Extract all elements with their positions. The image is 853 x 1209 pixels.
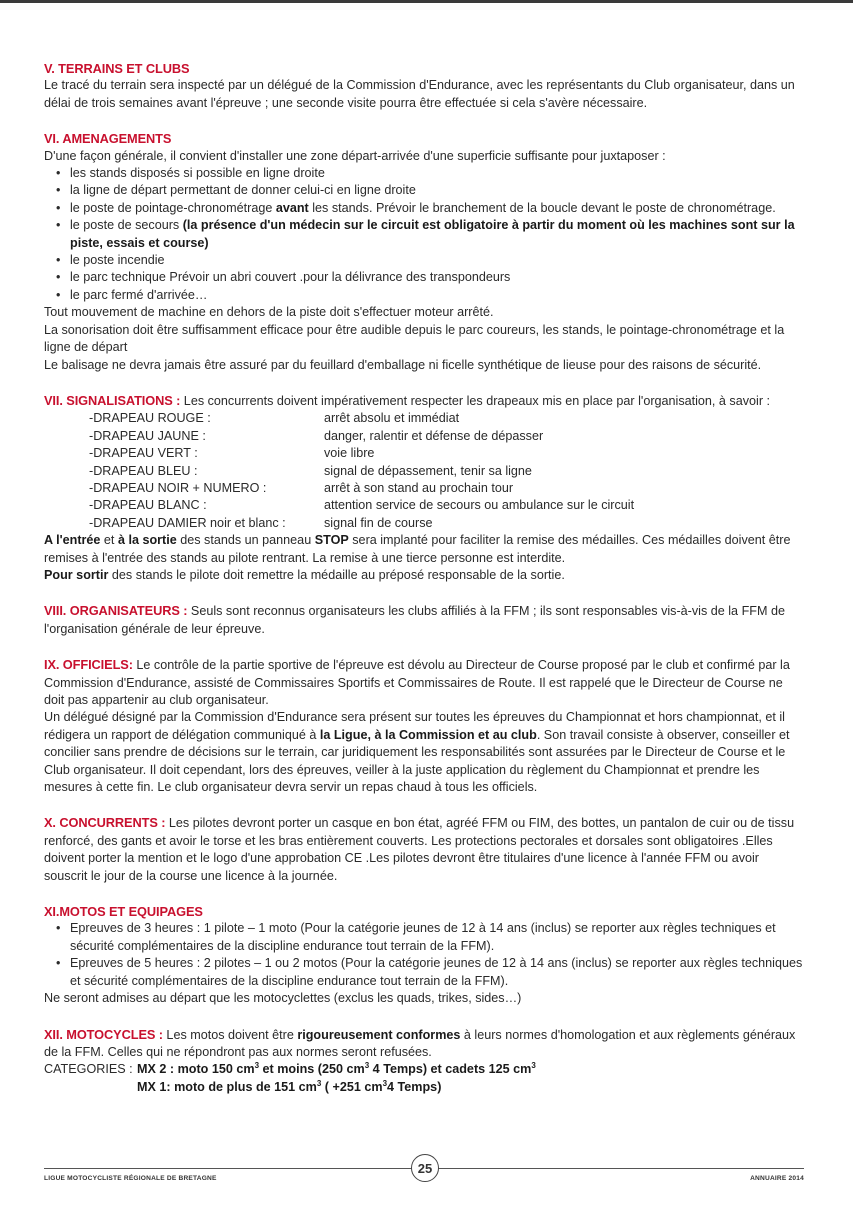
section-title: XI.MOTOS ET EQUIPAGES [44, 904, 203, 920]
flag-row [89, 410, 804, 427]
flag-name: -DRAPEAU VERT : [89, 446, 198, 461]
section-title: IX. OFFICIELS: [44, 657, 133, 673]
superscript: 3 [382, 1078, 388, 1088]
section-organisateurs [44, 602, 804, 638]
page-number: 25 [411, 1154, 439, 1182]
section-title: XII. MOTOCYCLES : [44, 1026, 163, 1042]
bold-text: A l'entrée [44, 533, 101, 548]
flag-meaning: signal de dépassement, tenir sa ligne [324, 463, 532, 478]
text: 4 Temps) [387, 1079, 442, 1094]
flag-meaning: voie libre [324, 446, 375, 461]
document-body [44, 60, 804, 1114]
text: Les motos doivent être [162, 1027, 298, 1042]
text: MX 2 : moto 150 cm [137, 1062, 255, 1077]
text: des stands le pilote doit remettre la médaille au préposé responsable de la sortie. [108, 567, 565, 582]
paragraph: Ne seront admises au départ que les motocyclettes (exclus les quads, trikes, sides…) [44, 991, 522, 1006]
flag-row [89, 445, 804, 462]
list-item: • la ligne de départ permettant de donner celui-ci en ligne droite [70, 182, 804, 199]
flags-table [44, 410, 804, 532]
bold-text: rigoureusement conformes [297, 1027, 461, 1042]
text: sera implanté pour faciliter la remise des médailles. Ces médailles doivent être remises à l'entrée des stands au pilote rentrant. La remise à une tierce personne est interdite. [44, 533, 791, 565]
section-amenagements [44, 130, 804, 374]
equipages-list [44, 920, 804, 990]
paragraph: Tout mouvement de machine en dehors de la piste doit s'effectuer moteur arrêté. [44, 305, 494, 320]
paragraph [44, 532, 804, 567]
flag-row [89, 463, 804, 480]
list-item: • Epreuves de 3 heures : 1 pilote – 1 moto (Pour la catégorie jeunes de 12 à 14 ans (inclus) se reporter aux règles techniques et sécurité complémentaires de la discipline endurance tout terrain de la FFM). [70, 920, 804, 955]
list-item-text: les stands. Prévoir le branchement de la boucle devant le poste de chronométrage. [308, 200, 776, 215]
section-motocycles [44, 1026, 804, 1097]
bold-text: à la sortie [117, 533, 177, 548]
section-text: Le contrôle de la partie sportive de l'épreuve est dévolu au Directeur de Course proposé par le club et confirmé par la Commission d'Endurance, assisté de Commissaires Sportifs et Commissaires de Route. Il est rappelé que le Directeur de Course ne doit pas appartenir au club organisateur. [44, 658, 790, 707]
section-title: VII. SIGNALISATIONS : [44, 392, 181, 408]
section-concurrents [44, 814, 804, 885]
section-title: X. CONCURRENTS : [44, 815, 166, 831]
bold-text: la Ligue, à la Commission et au club [319, 727, 537, 742]
list-item: • les stands disposés si possible en ligne droite [70, 165, 804, 182]
paragraph [44, 567, 804, 584]
section-title: VI. AMENAGEMENTS [44, 131, 172, 147]
list-item-text: le poste de secours [70, 218, 183, 233]
paragraph [44, 602, 804, 638]
section-intro: D'une façon générale, il convient d'installer une zone départ-arrivée d'une superficie suffisante pour juxtaposer : [44, 148, 666, 163]
flag-meaning: danger, ralentir et défense de dépasser [324, 428, 544, 443]
flag-name: -DRAPEAU NOIR + NUMERO : [89, 480, 267, 495]
section-title: V. TERRAINS ET CLUBS [44, 61, 190, 76]
flag-name: -DRAPEAU ROUGE : [89, 411, 211, 426]
section-text: Le tracé du terrain sera inspecté par un délégué de la Commission d'Endurance, avec les représentants du Club organisateur, dans un délai de trois semaines avant l'épreuve ; une seconde visite pourra être effectuée si cela s'avère nécessaire. [44, 78, 795, 110]
flag-meaning: signal fin de course [324, 515, 433, 530]
flag-name: -DRAPEAU DAMIER noir et blanc : [89, 515, 286, 530]
flag-meaning: attention service de secours ou ambulance sur le circuit [324, 498, 635, 513]
text: à leurs normes d'homologation et aux règlements généraux de la FFM. Celles qui ne répondront pas aux normes seront refusées. [44, 1027, 796, 1059]
paragraph [44, 656, 804, 709]
paragraph: Le balisage ne devra jamais être assuré par du feuillard d'emballage ni ficelle synthétique de lieuse pour des raisons de sécurité. [44, 357, 762, 372]
flag-meaning: arrêt absolu et immédiat [324, 411, 460, 426]
list-item: • le poste incendie [70, 252, 804, 269]
list-item [70, 200, 804, 217]
text: Un délégué désigné par la Commission d'Endurance sera présent sur toutes les épreuves du Championnat et hors championnat, et il rédigera un rapport de délégation communiqué à [44, 710, 785, 742]
section-terrains-clubs [44, 60, 804, 112]
superscript: 3 [364, 1061, 370, 1071]
superscript: 3 [316, 1078, 322, 1088]
top-edge-line [0, 0, 853, 3]
section-intro-line [44, 392, 804, 410]
bold-text: Pour sortir [44, 567, 109, 582]
section-motos-equipages [44, 903, 804, 1007]
flag-name: -DRAPEAU JAUNE : [89, 428, 206, 443]
section-officiels [44, 656, 804, 796]
bold-text: STOP [314, 533, 349, 548]
flag-row [89, 497, 804, 514]
flag-name: -DRAPEAU BLEU : [89, 463, 198, 478]
text: et moins (250 cm [259, 1062, 365, 1077]
text: 4 Temps) et cadets 125 cm [369, 1062, 532, 1077]
amenagements-list [44, 165, 804, 304]
footer-yearbook: ANNUAIRE 2014 [750, 1175, 804, 1182]
paragraph [44, 709, 804, 796]
text: et [100, 533, 118, 548]
text: MX 1: moto de plus de 151 cm [137, 1079, 317, 1094]
section-title: VIII. ORGANISATEURS : [44, 603, 188, 619]
flag-row [89, 428, 804, 445]
text: des stands un panneau [176, 533, 315, 548]
category-mx1 [44, 1079, 804, 1096]
list-item: • le parc technique Prévoir un abri couvert .pour la délivrance des transpondeurs [70, 269, 804, 286]
superscript: 3 [531, 1061, 536, 1071]
list-item: • Epreuves de 5 heures : 2 pilotes – 1 ou 2 motos (Pour la catégorie jeunes de 12 à 14 ans (inclus) se reporter aux règles techniques et sécurité complémentaires de la discipline endurance tout terrain de la FFM). [70, 955, 804, 990]
list-item-bold: avant [275, 200, 309, 215]
flag-row [89, 515, 804, 532]
superscript: 3 [254, 1061, 260, 1071]
section-intro: Les concurrents doivent impérativement respecter les drapeaux mis en place par l'organisation, à savoir : [180, 393, 771, 408]
section-signalisations [44, 392, 804, 584]
paragraph [44, 1026, 804, 1062]
section-text: Les pilotes devront porter un casque en bon état, agréé FFM ou FIM, des bottes, un pantalon de cuir ou de tissu renforcé, des gants et avoir le torse et les bras entièrement couverts. Les protections pectorales et dorsales sont obligatoires .Elles doivent porter la mention et le logo d'une approbation CE .Les pilotes devront être titulaires d'une licence à l'année FFM ou avoir souscrit le jour de la course une licence à la journée. [44, 816, 795, 883]
section-text: Seuls sont reconnus organisateurs les clubs affiliés à la FFM ; ils sont responsables vis-à-vis de la FFM de l'organisation générale de leur épreuve. [44, 604, 785, 636]
flag-name: -DRAPEAU BLANC : [89, 498, 207, 513]
paragraph: La sonorisation doit être suffisamment efficace pour être audible depuis le parc coureurs, les stands, le pointage-chronométrage et la ligne de départ [44, 322, 785, 355]
category-row-mx2 [44, 1061, 804, 1078]
text: ( +251 cm [321, 1079, 383, 1094]
paragraph [44, 814, 804, 885]
footer-organization: LIGUE MOTOCYCLISTE RÉGIONALE DE BRETAGNE [44, 1175, 217, 1182]
list-item-text: le poste de pointage-chronométrage [70, 200, 276, 215]
list-item [70, 217, 804, 252]
category-mx2 [137, 1061, 536, 1078]
flag-meaning: arrêt à son stand au prochain tour [324, 480, 514, 495]
categories-label: CATEGORIES : [44, 1062, 133, 1077]
list-item-bold: (la présence d'un médecin sur le circuit est obligatoire à partir du moment où les machines sont sur la piste, essais et course) [70, 218, 795, 250]
list-item: • le parc fermé d'arrivée… [70, 287, 804, 304]
page-footer [44, 1160, 804, 1188]
flag-row [89, 480, 804, 497]
text: . Son travail consiste à observer, conseiller et concilier sans prendre de décisions sur le terrain, car juridiquement les responsabilités sont assurées par le Directeur de Course et le Club organisateur. Il doit cependant, lors des épreuves, veiller à la juste application du règlement du Championnat et prendre les mesures à cette fin. Le club organisateur devra servir un repas chaud à tous les officiels. [44, 727, 790, 795]
